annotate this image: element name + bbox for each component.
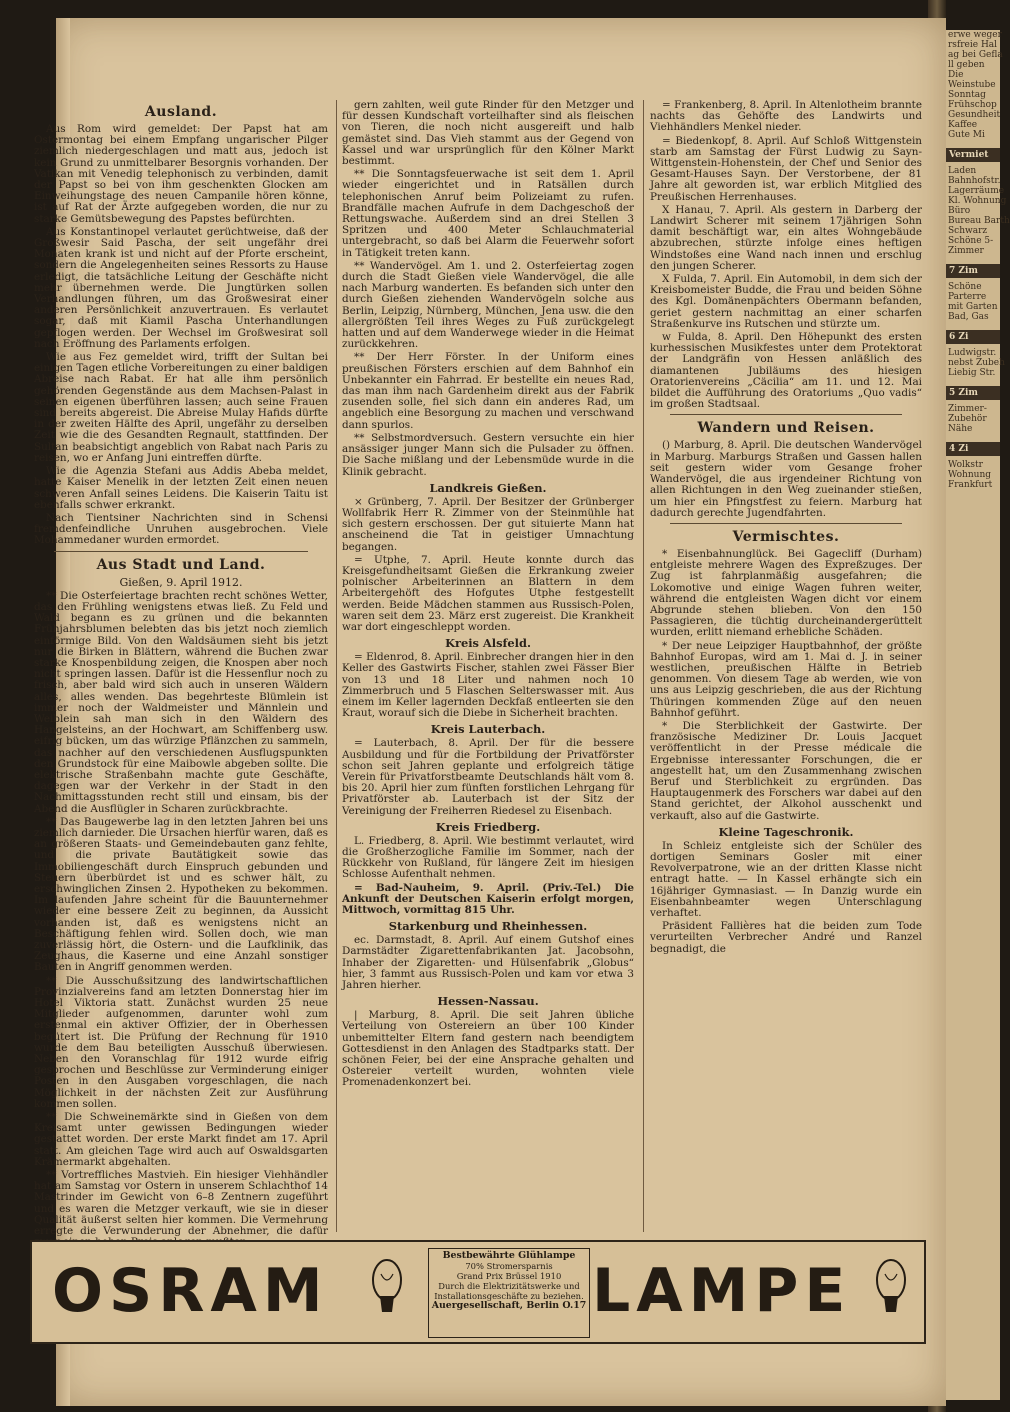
article-paragraph: * Der neue Leipziger Hauptbahnhof, der größte Bahnhof Europas, wird am 1. Mai d. J. in seiner westlichen, preußischen Hälfte in Betrieb genommen. Von diesem Tage ab werden, wie von uns aus Leipzig geschrieben, die aus der Richtung Thüringen kommenden Züge auf den neuen Bahnhof geführt. bbox=[650, 639, 922, 719]
region-heading: Kreis Friedberg. bbox=[435, 819, 541, 834]
classified-fragment: Die bbox=[948, 70, 964, 80]
classified-fragment: Parterre bbox=[948, 292, 987, 302]
article-paragraph: = Lauterbach, 8. April. Der für die bessere Ausbildung und für die Fortbildung der Privatförster schon seit Jahren geplante und erfolgreich tätige Verein für Privatforstbeamte Deutschlands hält vom 8. bis 20. April hier zum fünften forstlichen Lehrgang für Privatförster ab. Lauterbach ist der Sitz der Vereinigung der Freiherren Riedesel zu Eisenbach. bbox=[342, 737, 634, 817]
article-paragraph: = Bad-Nauheim, 9. April. (Priv.-Tel.) Die Ankunft der Deutschen Kaiserin erfolgt morgen, Mittwoch, vormittag 815 Uhr. bbox=[342, 881, 634, 916]
classified-fragment: Bad, Gas bbox=[948, 312, 989, 322]
article-paragraph: L. Friedberg, 8. April. Wie bestimmt verlautet, wird die Großherzogliche Familie im Sommer, nach der Rückkehr von Rußland, für längere Zeit im hiesigen Schlosse Aufenthalt nehmen. bbox=[342, 834, 634, 881]
article-paragraph: X Fulda, 7. April. Ein Automobil, in dem sich der Kreisbomeister Budde, die Frau und beiden Söhne des Kgl. Domänenpächters Obermann befanden, geriet gestern nachmittag an einer scharfen Straßenkurve ins Rutschen und stürzte um. bbox=[650, 273, 922, 330]
dateline: Gießen, 9. April 1912. bbox=[119, 575, 243, 589]
ad-line: Auergesellschaft, Berlin O.17 bbox=[431, 1300, 587, 1311]
classified-fragment: Frühschop bbox=[948, 100, 997, 110]
article-paragraph: = Utphe, 7. April. Heute konnte durch das Kreisgefundheitsamt Gießen die Erkrankung zweier polnischer Arbeiterinnen an Blattern in dem Arbeitergehöft des Hofgutes Utphe festgestellt werden. Beide Mädchen stammen aus Russisch-Polen, waren seit dem 23. März erst zugereist. Die Krankheit war dort eingeschleppt worden. bbox=[342, 553, 634, 633]
subsection-heading: Kleine Tageschronik. bbox=[718, 824, 854, 839]
section-heading-stadt-und-land: Aus Stadt und Land. bbox=[96, 556, 266, 573]
section-heading-ausland: Ausland. bbox=[144, 104, 218, 120]
classified-fragment: ll geben bbox=[948, 60, 985, 70]
region-heading: Kreis Lauterbach. bbox=[430, 722, 546, 737]
light-bulb-icon bbox=[370, 1256, 404, 1326]
article-paragraph: ** Die Schweinemärkte sind in Gießen von dem Kreisamt unter gewissen Bedingungen wieder gestattet worden. Der erste Markt findet am 17. April statt. Am gleichen Tage wird auch auf Oswaldsgarten Krämermarkt abgehalten. bbox=[34, 1111, 328, 1168]
region-heading: Hessen-Nassau. bbox=[437, 994, 539, 1009]
article-paragraph: Nach Tientsiner Nachrichten sind in Schensi fremdenfeindliche Unruhen ausgebrochen. Viele Mohammedaner wurden ermordet. bbox=[34, 511, 328, 547]
article-paragraph: ** Die Ausschußsitzung des landwirtschaftlichen Provinzialvereins fand am letzten Donnerstag hier im Hotel Viktoria statt. Zunächst wurden 25 neue Mitglieder aufgenommen, darunter wohl zum erstenmal ein aktiver Offizier, der in Oberhessen begütert ist. Die Prüfung der Rechnung für 1910 wurde dem Bau beteiligten Ausschuß überwiesen. Neben den Voranschlag für 1912 wurde eifrig gesprochen und Beschlüsse zur Verminderung einiger Posten in den Ausgaben vorgeschlagen, die nach Möglichkeit in der nächsten Zeit zur Ausführung kommen sollen. bbox=[34, 974, 328, 1110]
classified-fragment: Bahnhofstr. bbox=[948, 176, 1001, 186]
classified-fragment: Frankfurt bbox=[948, 480, 993, 490]
classified-fragment: Zimmer- bbox=[948, 404, 987, 414]
classified-fragment: Kaffee bbox=[948, 120, 978, 130]
classified-heading: 4 Zi bbox=[946, 442, 1000, 456]
classified-fragment: Kl. Wohnung bbox=[948, 196, 1007, 206]
classified-fragment: Schöne 5- bbox=[948, 236, 994, 246]
column-rule bbox=[643, 100, 644, 1232]
classified-fragment: Zubehör bbox=[948, 414, 987, 424]
classified-heading: 6 Zi bbox=[946, 330, 1000, 344]
classified-fragment: Ludwigstr. bbox=[948, 348, 997, 358]
classified-fragment: Gute Mi bbox=[948, 130, 985, 140]
article-paragraph: ec. Darmstadt, 8. April. Auf einem Gutshof eines Darmstädter Zigarettenfabrikanten Jat. Jacobsohn, Inhaber der Zigaretten- und Hülsenfabrik „Globus“ hier, 3 fammt aus Russisch-Polen und kam vor etwa 3 Jahren hierher. bbox=[342, 934, 634, 992]
adjacent-page-strip bbox=[946, 30, 1010, 1400]
article-paragraph: ** Selbstmordversuch. Gestern versuchte ein hier ansässiger junger Mann sich die Pulsader zu öffnen. Die Sache mißlang und der Lebensmüde wurde in die Klinik gebracht. bbox=[342, 431, 634, 478]
article-paragraph: Aus Rom wird gemeldet: Der Papst hat am Ostermontag bei einem Empfang ungarischer Pilger ziemlich niedergeschlagen und matt aus, jedoch ist kein Grund zu unmittelbarer Besorgnis vorhanden. Der Vatikan mit Venedig telephonisch zu verbinden, damit der Papst so bei von ihm geschenkten Glocken am Einweihungstage des neuen Campanile hören könne, ist auf Rat der Ärzte aufgegeben worden, die nur zu starke Gemütsbewegung des Papstes befürchten. bbox=[34, 123, 328, 225]
region-heading: Starkenburg und Rheinhessen. bbox=[388, 919, 588, 934]
article-paragraph: = Eldenrod, 8. April. Einbrecher drangen hier in den Keller des Gastwirts Fischer, stahlen zwei Fässer Bier von 13 und 18 Liter und nahmen noch 10 Zimmerbruch und 5 Flaschen Selterswasser mit. Aus einem im Keller lagernden Deckfaß entleerten sie den Kraut, worauf sich die Diebe in Sicherheit brachten. bbox=[342, 651, 634, 720]
divider bbox=[54, 551, 308, 552]
section-heading-vermischtes: Vermischtes. bbox=[732, 528, 840, 545]
article-paragraph: Präsident Fallières hat die beiden zum Tode verurteilten Verbrecher André und Ranzel begnadigt, die bbox=[650, 920, 922, 955]
divider bbox=[670, 523, 902, 524]
article-paragraph: X Hanau, 7. April. Als gestern in Darberg der Landwirt Scherer mit seinem 17jährigen Sohn damit beschäftigt war, ein altes Wohngebäude abzubrechen, stürzte infolge eines heftigen Windstoßes eine Wand nach innen und erschlug den jungen Scherer. bbox=[650, 203, 922, 272]
ad-line: Bestbewährte Glühlampe bbox=[442, 1250, 576, 1261]
classified-heading: 7 Zim bbox=[946, 264, 1000, 278]
article-paragraph: ** Das Baugewerbe lag in den letzten Jahren bei uns ziemlich darnieder. Die Ursachen hierfür waren, daß es an größeren Staats- und Gemeindebauten ganz fehlte, und die private Bautätigkeit sowie das Immobiliengeschäft durch Einspruch gebunden und Steuern überbürdet ist und es schwer hält, zu erschwinglichen Zinsen 2. Hypotheken zu bekommen. Im laufenden Jahre scheint für die Bauunternehmer wieder eine bessere Zeit zu beginnen, da Aussicht vorhanden ist, daß es wenigstens nicht an Beschäftigung fehlen wird. Sollen doch, wie man zuverlässig hört, die Ostern- und die Laufklinik, das Zeughaus, die Kaserne und eine Anzahl sonstiger Bauten in Angriff genommen werden. bbox=[34, 815, 328, 974]
ad-line: Grand Prix Brüssel 1910 bbox=[456, 1271, 562, 1281]
article-paragraph: gern zahlten, weil gute Rinder für den Metzger und für dessen Kundschaft vorteilhafter sind als fleischen von Tieren, die noch nicht ausgereift und halb gemästet sind. Das Vieh stammt aus der Gegend von Kassel und war ursprünglich für den Kölner Markt bestimmt. bbox=[342, 99, 634, 168]
classified-fragment: Nähe bbox=[948, 424, 973, 434]
article-paragraph: ** Wandervögel. Am 1. und 2. Osterfeiertag zogen durch die Stadt Gießen viele Wandervögel, die alle nach Marburg wanderten. Es befanden sich unter den durch Gießen ziehenden Wandervögeln solche aus Berlin, Leipzig, Nürnberg, München, Jena usw. die den allergrößten Teil ihres Weges zu Fuß zurückgelegt hatten und auf dem Wanderwege wieder in die Heimat zurückkehren. bbox=[342, 259, 634, 351]
article-paragraph: Aus Konstantinopel verlautet gerüchtweise, daß der Großwesir Said Pascha, der seit ungefähr drei Monaten krank ist und nicht auf der Pforte erscheint, sondern die Angelegenheiten seines Ressorts zu Hause erledigt, die tatsächliche Leitung der Geschäfte nicht mehr übernehmen werde. Die Jungtürken sollen Verhandlungen führen, um das Großwesirat einer anderen Persönlichkeit anzuvertrauen. Es verlautet sogar, daß mit Kiamil Pascha Unterhandlungen gepflogen werden. Der Wechsel im Großwesirat soll nach Eröffnung des Parlaments erfolgen. bbox=[34, 225, 328, 350]
classified-fragment: Gesundheit bbox=[948, 110, 1001, 120]
classified-fragment: Sonntag bbox=[948, 90, 986, 100]
article-paragraph: Wie aus Fez gemeldet wird, trifft der Sultan bei einigen Tagen etliche Vorbereitungen zu einer baldigen Abreise nach Rabat. Er hat alle ihm persönlich gehörenden Gegenstände aus dem Machsen-Palast in seinen eigenen überführen lassen; auch seine Frauen sind bereits abgereist. Die Abreise Mulay Hafids dürfte in der zweiten Hälfte des April, ungefähr zu derselben Zeit wie die des Gesandten Regnault, stattfinden. Der Sultan beabsichtigt angeblich von Rabat nach Paris zu reisen, wo er Anfang Juni eintreffen dürfte. bbox=[34, 351, 328, 464]
classified-fragment: Büro bbox=[948, 206, 971, 216]
region-heading: Kreis Alsfeld. bbox=[445, 636, 531, 651]
classified-fragment: Weinstube bbox=[948, 80, 996, 90]
divider bbox=[670, 414, 902, 415]
ad-info-box bbox=[428, 1248, 590, 1338]
article-paragraph: ** Der Herr Förster. In der Uniform eines preußischen Försters erschien auf dem Bahnhof ein Unbekannter ein Fahrrad. Er bestellte ein neues Rad, das man ihm nach Gardenheim direkt aus der Fabrik zusenden solle, fiel sich dann ein anderes Rad, um angeblich eine Besorgung zu machen und verschwand dann spurlos. bbox=[342, 351, 634, 431]
osram-advertisement bbox=[30, 1240, 926, 1344]
column-1 bbox=[34, 100, 328, 1238]
classified-fragment: Schöne bbox=[948, 282, 982, 292]
column-2 bbox=[342, 100, 634, 1232]
article-paragraph: Wie die Agenzia Stefani aus Addis Abeba meldet, hatte Kaiser Menelik in der letzten Zeit einen neuen schweren Anfall seines Leidens. Die Kaiserin Taitu ist ebenfalls schwer erkrankt. bbox=[34, 465, 328, 511]
article-paragraph: = Biedenkopf, 8. April. Auf Schloß Wittgenstein starb am Samstag der Fürst Ludwig zu Sayn-Wittgenstein-Hohenstein, der Chef und Senior des Gesamt-Hauses Sayn. Der Verstorbene, der 81 Jahre alt geworden ist, war erblich Mitglied des Preußischen Herrenhauses. bbox=[650, 134, 922, 203]
article-paragraph: * Die Sterblichkeit der Gastwirte. Der französische Mediziner Dr. Louis Jacquet veröffentlicht in der Presse médicale die Ergebnisse interessanter Forschungen, die er angestellt hat, um den Zusammenhang zwischen Beruf und Sterblichkeit zu ergründen. Das Hauptaugenmerk des Forschers war dabei auf den Stand gerichtet, der Alkohol ausschenkt und verkauft, also auf die Gastwirte. bbox=[650, 719, 922, 822]
article-paragraph: = Frankenberg, 8. April. In Altenlotheim brannte nachts das Gehöfte des Landwirts und Viehhändlers Menkel nieder. bbox=[650, 99, 922, 134]
classified-fragment: rsfreie Hal bbox=[948, 40, 998, 50]
article-paragraph: ** Die Sonntagsfeuerwache ist seit dem 1. April wieder eingerichtet und in Ratsällen durch telephonischen Anruf beim Polizeiamt zu rufen. Brandfälle machen Aufrufe in dem Dachgeschoß der Rettungswache. Außerdem sind an drei Stellen 3 Spritzen und 400 Meter Schlauchmaterial untergebracht, so daß bei Alarm die Feuerwehr sofort in Tätigkeit treten kann. bbox=[342, 168, 634, 259]
classified-fragment: mit Garten bbox=[948, 302, 998, 312]
region-heading: Landkreis Gießen. bbox=[429, 480, 547, 495]
ad-line: Durch die Elektrizitätswerke und Installationsgeschäfte zu beziehen. bbox=[434, 1281, 584, 1301]
classified-fragment: Lagerräume bbox=[948, 186, 1005, 196]
section-heading-wandern: Wandern und Reisen. bbox=[697, 420, 875, 437]
article-paragraph: In Schleiz entgleiste sich der Schüler des dortigen Seminars Gosler mit einer Revolverpatrone, wie an der dritten Klasse nicht entragt hatte. — In Kassel erhängte sich ein 16jähriger Gymnasiast. — In Danzig wurde ein Eisenbahnbeamter wegen Unterschlagung verhaftet. bbox=[650, 839, 922, 919]
classified-fragment: nebst Zubeh bbox=[948, 358, 1005, 368]
article-paragraph: | Marburg, 8. April. Die seit Jahren übliche Verteilung von Ostereiern an über 100 Kinder unbemittelter Eltern fand gestern nach beendigtem Gottesdienst in den Anlagen des Stadtparks statt. Der schönen Feier, bei der eine Ansprache gehalten und Ostereier verteilt wurden, wohnten viele Promenadenkonzert bei. bbox=[342, 1009, 634, 1089]
ad-word-lampe: LAMPE bbox=[592, 1256, 852, 1326]
article-paragraph: × Grünberg, 7. April. Der Besitzer der Grünberger Wollfabrik Herr R. Zimmer von der Steinmühle hat sich gestern erschossen. Der gut situierte Mann hat anscheinend die Tat in geistiger Umnachtung begangen. bbox=[342, 495, 634, 553]
ad-word-osram: OSRAM bbox=[52, 1256, 329, 1326]
article-paragraph: () Marburg, 8. April. Die deutschen Wandervögel in Marburg. Marburgs Straßen und Gassen hallen seit gestern wider vom Gesange froher Wandervögel, die aus irgendeiner Richtung von allen Richtungen in den Weg zueinander stießen, um hier ein Pfingstfest zu feiern. Marburg hat dadurch gerechte Jugendfahrten. bbox=[650, 439, 922, 519]
classified-fragment: Zimmer bbox=[948, 246, 984, 256]
classified-heading: Vermiet bbox=[946, 148, 1000, 162]
classified-fragment: Bureau Barth bbox=[948, 216, 1010, 226]
article-paragraph: w Fulda, 8. April. Den Höhepunkt des ersten kurhessischen Musikfestes unter dem Protektorat der Landgräfin von Hessen anläßlich des diamantenen Jubiläums des hiesigen Oratorienvereins „Cäcilia“ am 11. und 12. Mai bildet die Aufführung des Oratoriums „Quo vadis“ im großen Stadtsaal. bbox=[650, 331, 922, 411]
classified-fragment: Wohnung bbox=[948, 470, 992, 480]
classified-heading: 5 Zim bbox=[946, 386, 1000, 400]
light-bulb-icon bbox=[874, 1256, 908, 1326]
classified-fragment: Wolkstr bbox=[948, 460, 983, 470]
article-paragraph: * Eisenbahnunglück. Bei Gagecliff (Durham) entgleiste mehrere Wagen des Expreßzuges. Der Zug ist fahrplanmäßig ausgefahren; die Lokomotive und einige Wagen fuhren weiter, während die entgleisten Wagen dicht vor einem Abgrunde stehen blieben. Von den 150 Passagieren, die tüchtig durcheinandergerüttelt wurden, erlitt niemand erhebliche Schäden. bbox=[650, 547, 922, 639]
classified-fragment: Laden bbox=[948, 166, 977, 176]
column-rule bbox=[336, 100, 337, 1232]
article-paragraph: ** Vortreffliches Mastvieh. Ein hiesiger Viehhändler hat am Samstag vor Ostern in unserem Schlachthof 14 Mastrinder im Gewicht von 6–8 Zentnern zugeführt und es waren die Metzger verkauft, wie sie in dieser Qualität äußerst selten hier kommen. Die Vermehrung erregte die Verwunderung der Abnehmer, die dafür bbox=[34, 1169, 328, 1238]
classified-fragment: erwe weger bbox=[948, 30, 1002, 40]
classified-fragment: Schwarz bbox=[948, 226, 988, 236]
ad-line: 70% Stromersparnis bbox=[465, 1261, 553, 1271]
classified-fragment: ag bei Gefla bbox=[948, 50, 1003, 60]
column-3 bbox=[650, 100, 922, 1232]
article-paragraph: ** Die Osterfeiertage brachten recht schönes Wetter, das den Frühling wenigstens etwas ließ. Zu Feld und Wald begann es zu grünen und die bekannten Frühjahrsblumen belebten das bis jetzt noch ziemlich einförmige Bild. Von den Waldsäumen sieht bis jetzt nur die Birken in Blättern, während die Buchen zwar starke Knospenbildung zeigen, die Knospen aber noch nicht springen lassen. Dafür ist die Hessenflur noch zu frisch, aber bald wird sich auch in unseren Wäldern alles, alles wenden. Das begehrteste Blümlein ist immer noch der Waldmeister und Männlein und Weiblein sah man sich in den Wäldern des Hangelsteins, an der Hochwart, am Schiffenberg usw. eifrig bücken, um das würzige Pflänzchen zu sammeln, das nachher auf den verschiedenen Ausflugspunkten den Grundstock für eine Maibowle abgeben sollte. Die elektrische Straßenbahn machte gute Geschäfte, dagegen war der Verkehr in der Stadt in den Nachmittagsstunden recht still und einsam, bis der Abend die Ausflügler in Scharen zurückbrachte. bbox=[34, 589, 328, 815]
classified-fragment: Liebig Str. bbox=[948, 368, 996, 378]
